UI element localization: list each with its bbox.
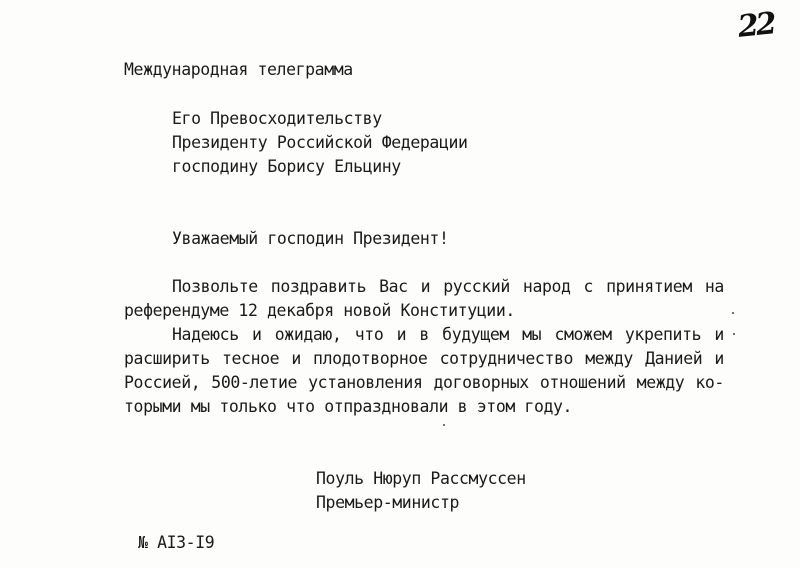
document-heading: Международная телеграмма xyxy=(124,60,353,79)
body-line-6: торыми мы только что отпраздновали в этом году. xyxy=(124,397,573,416)
scan-speck xyxy=(443,424,445,426)
body-line-4: расширить тесное и плодотворное сотрудничество между Данией и xyxy=(124,349,724,368)
scan-speck xyxy=(732,312,734,314)
addressee-line-2: Президенту Российской Федерации xyxy=(172,133,468,152)
addressee-line-3: господину Борису Ельцину xyxy=(172,157,401,176)
handwritten-page-number: 22 xyxy=(736,6,776,45)
reference-number: № АI3-I9 xyxy=(138,533,215,552)
body-line-1: Позвольте поздравить Вас и русский народ с принятием на xyxy=(172,277,724,296)
signature-title: Премьер-министр xyxy=(316,493,460,512)
body-line-5: Россией, 500-летие установления договорных отношений между ко- xyxy=(124,373,724,392)
body-line-2: референдуме 12 декабря новой Конституции. xyxy=(124,301,515,320)
scan-speck xyxy=(733,333,735,335)
salutation: Уважаемый господин Президент! xyxy=(172,229,449,248)
body-line-3: Надеюсь и ожидаю, что и в будущем мы сможем укрепить и xyxy=(172,325,724,344)
addressee-line-1: Его Превосходительству xyxy=(172,109,382,128)
signature-name: Поуль Нюруп Рассмуссен xyxy=(316,469,526,488)
